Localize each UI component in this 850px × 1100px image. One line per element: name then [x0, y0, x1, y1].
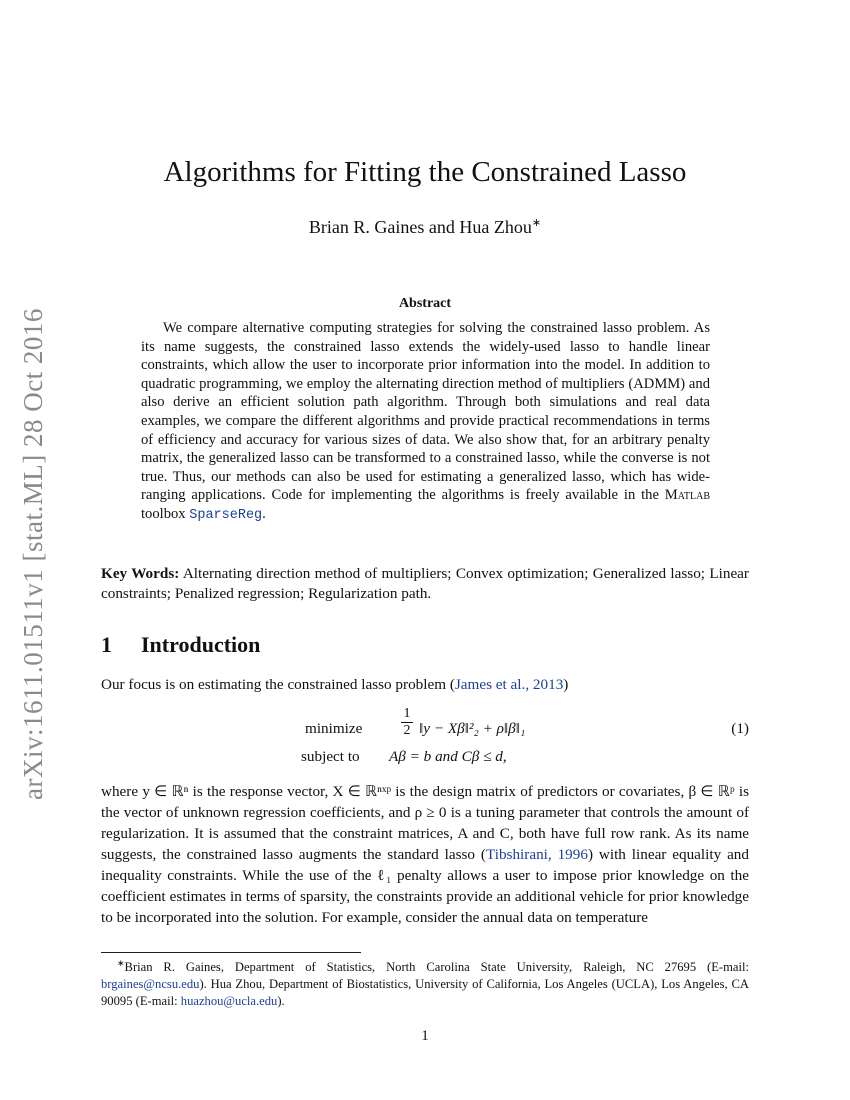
eq-subject-to-label: subject to [301, 748, 360, 765]
paragraph-part1: where y ∈ ℝⁿ is the response vector, X ∈ ℝⁿˣᵖ is the design matrix of predictors or covariates, β ∈ ℝᵖ is the vector of unknown regression coefficients, and ρ ≥ 0 is a tuning parameter that controls the amount of regularization. It is assumed that the constraint matrices, A and C, both have full row rank. As its name suggests, the constrained lasso augments the standard lasso ( [101, 783, 749, 863]
intro-paragraph [101, 781, 749, 928]
footnote-rule [101, 952, 361, 953]
paper-title: Algorithms for Fitting the Constrained Lasso [163, 156, 687, 188]
paragraph-part2: ) with linear equality and inequality constraints. While the use of the ℓ₁ penalty allows a user to impose prior knowledge on the coefficient estimates in terms of sparsity, the constraints provide an additional vehicle for prior knowledge to be incorporated into the solution. For example, consider the annual data on temperature [101, 846, 749, 926]
keywords-text: Alternating direction method of multipliers; Convex optimization; Generalized lasso; Linear constraints; Penalized regression; Regularization path. [101, 565, 749, 602]
sparsereg-link[interactable]: SparseReg [189, 507, 263, 523]
email-link-zhou[interactable]: huazhou@ucla.edu [180, 994, 278, 1009]
eq-minimize-label: minimize [305, 720, 363, 737]
authors [0, 216, 850, 238]
page-number: 1 [421, 1028, 429, 1044]
email-link-gaines[interactable]: brgaines@ncsu.edu [101, 977, 200, 992]
eq-frac-numerator: 1 [403, 706, 411, 721]
footnote-part2: ). Hua Zhou, Department of Biostatistics, University of California, Los Angeles (UCLA), Los Angeles, CA 90095 (E-mail: [101, 977, 749, 1009]
equation-block [101, 706, 749, 770]
intro-text: Our focus is on estimating the constrained lasso problem ( [101, 676, 455, 693]
abstract-text: We compare alternative computing strategies for solving the constrained lasso problem. As its name suggests, the constrained lasso extends the widely-used lasso to handle linear constraints, which allow the user to incorporate prior information into the model. In addition to quadratic programming, we employ the alternating direction method of multipliers (ADMM) and also derive an efficient solution path algorithm. Through both simulations and real data examples, we compare the different algorithms and provide practical recommendations in terms of efficiency and accuracy for various sizes of data. We also show that, for an arbitrary penalty matrix, the generalized lasso can be transformed to a constrained lasso, while the converse is not true. Thus, our methods can also be used for estimating a generalized lasso, which has wide-ranging applications. Code for implementing the algorithms is freely available in the [141, 320, 710, 504]
eq-constraints: Aβ = b and Cβ ≤ d, [389, 748, 507, 765]
footnote-part1: Brian R. Gaines, Department of Statistics, North Carolina State University, Raleigh, NC 27695 (E-mail: [124, 960, 749, 975]
intro-first-line [101, 676, 749, 694]
toolbox-word: toolbox [141, 505, 186, 522]
section-number: 1 [101, 632, 112, 657]
footnote-part3: ). [277, 994, 285, 1009]
eq-objective: ‖y − Xβ‖²₂ + ρ‖β‖₁ [419, 720, 526, 737]
author-footnote-mark: ∗ [531, 217, 542, 229]
keywords [101, 564, 749, 604]
abstract-end: . [262, 505, 266, 522]
abstract-heading: Abstract [398, 296, 452, 311]
intro-close: ) [563, 676, 569, 693]
arxiv-stamp: arXiv:1611.01511v1 [stat.ML] 28 Oct 2016 [18, 308, 48, 800]
footnote [101, 955, 749, 1010]
citation-james[interactable]: James et al., 2013 [454, 676, 564, 693]
footnote-mark: ∗ [117, 958, 125, 968]
abstract-body [141, 319, 710, 526]
citation-tibshirani[interactable]: Tibshirani, 1996 [485, 846, 588, 863]
author-names: Brian R. Gaines and Hua Zhou [308, 217, 532, 237]
section-title: Introduction [141, 632, 261, 657]
eq-fraction [401, 706, 413, 739]
matlab-name: Matlab [664, 487, 710, 504]
eq-number: (1) [731, 720, 749, 737]
eq-frac-denominator: 2 [401, 722, 413, 739]
section-heading [101, 632, 260, 658]
keywords-label: Key Words: [101, 565, 180, 582]
